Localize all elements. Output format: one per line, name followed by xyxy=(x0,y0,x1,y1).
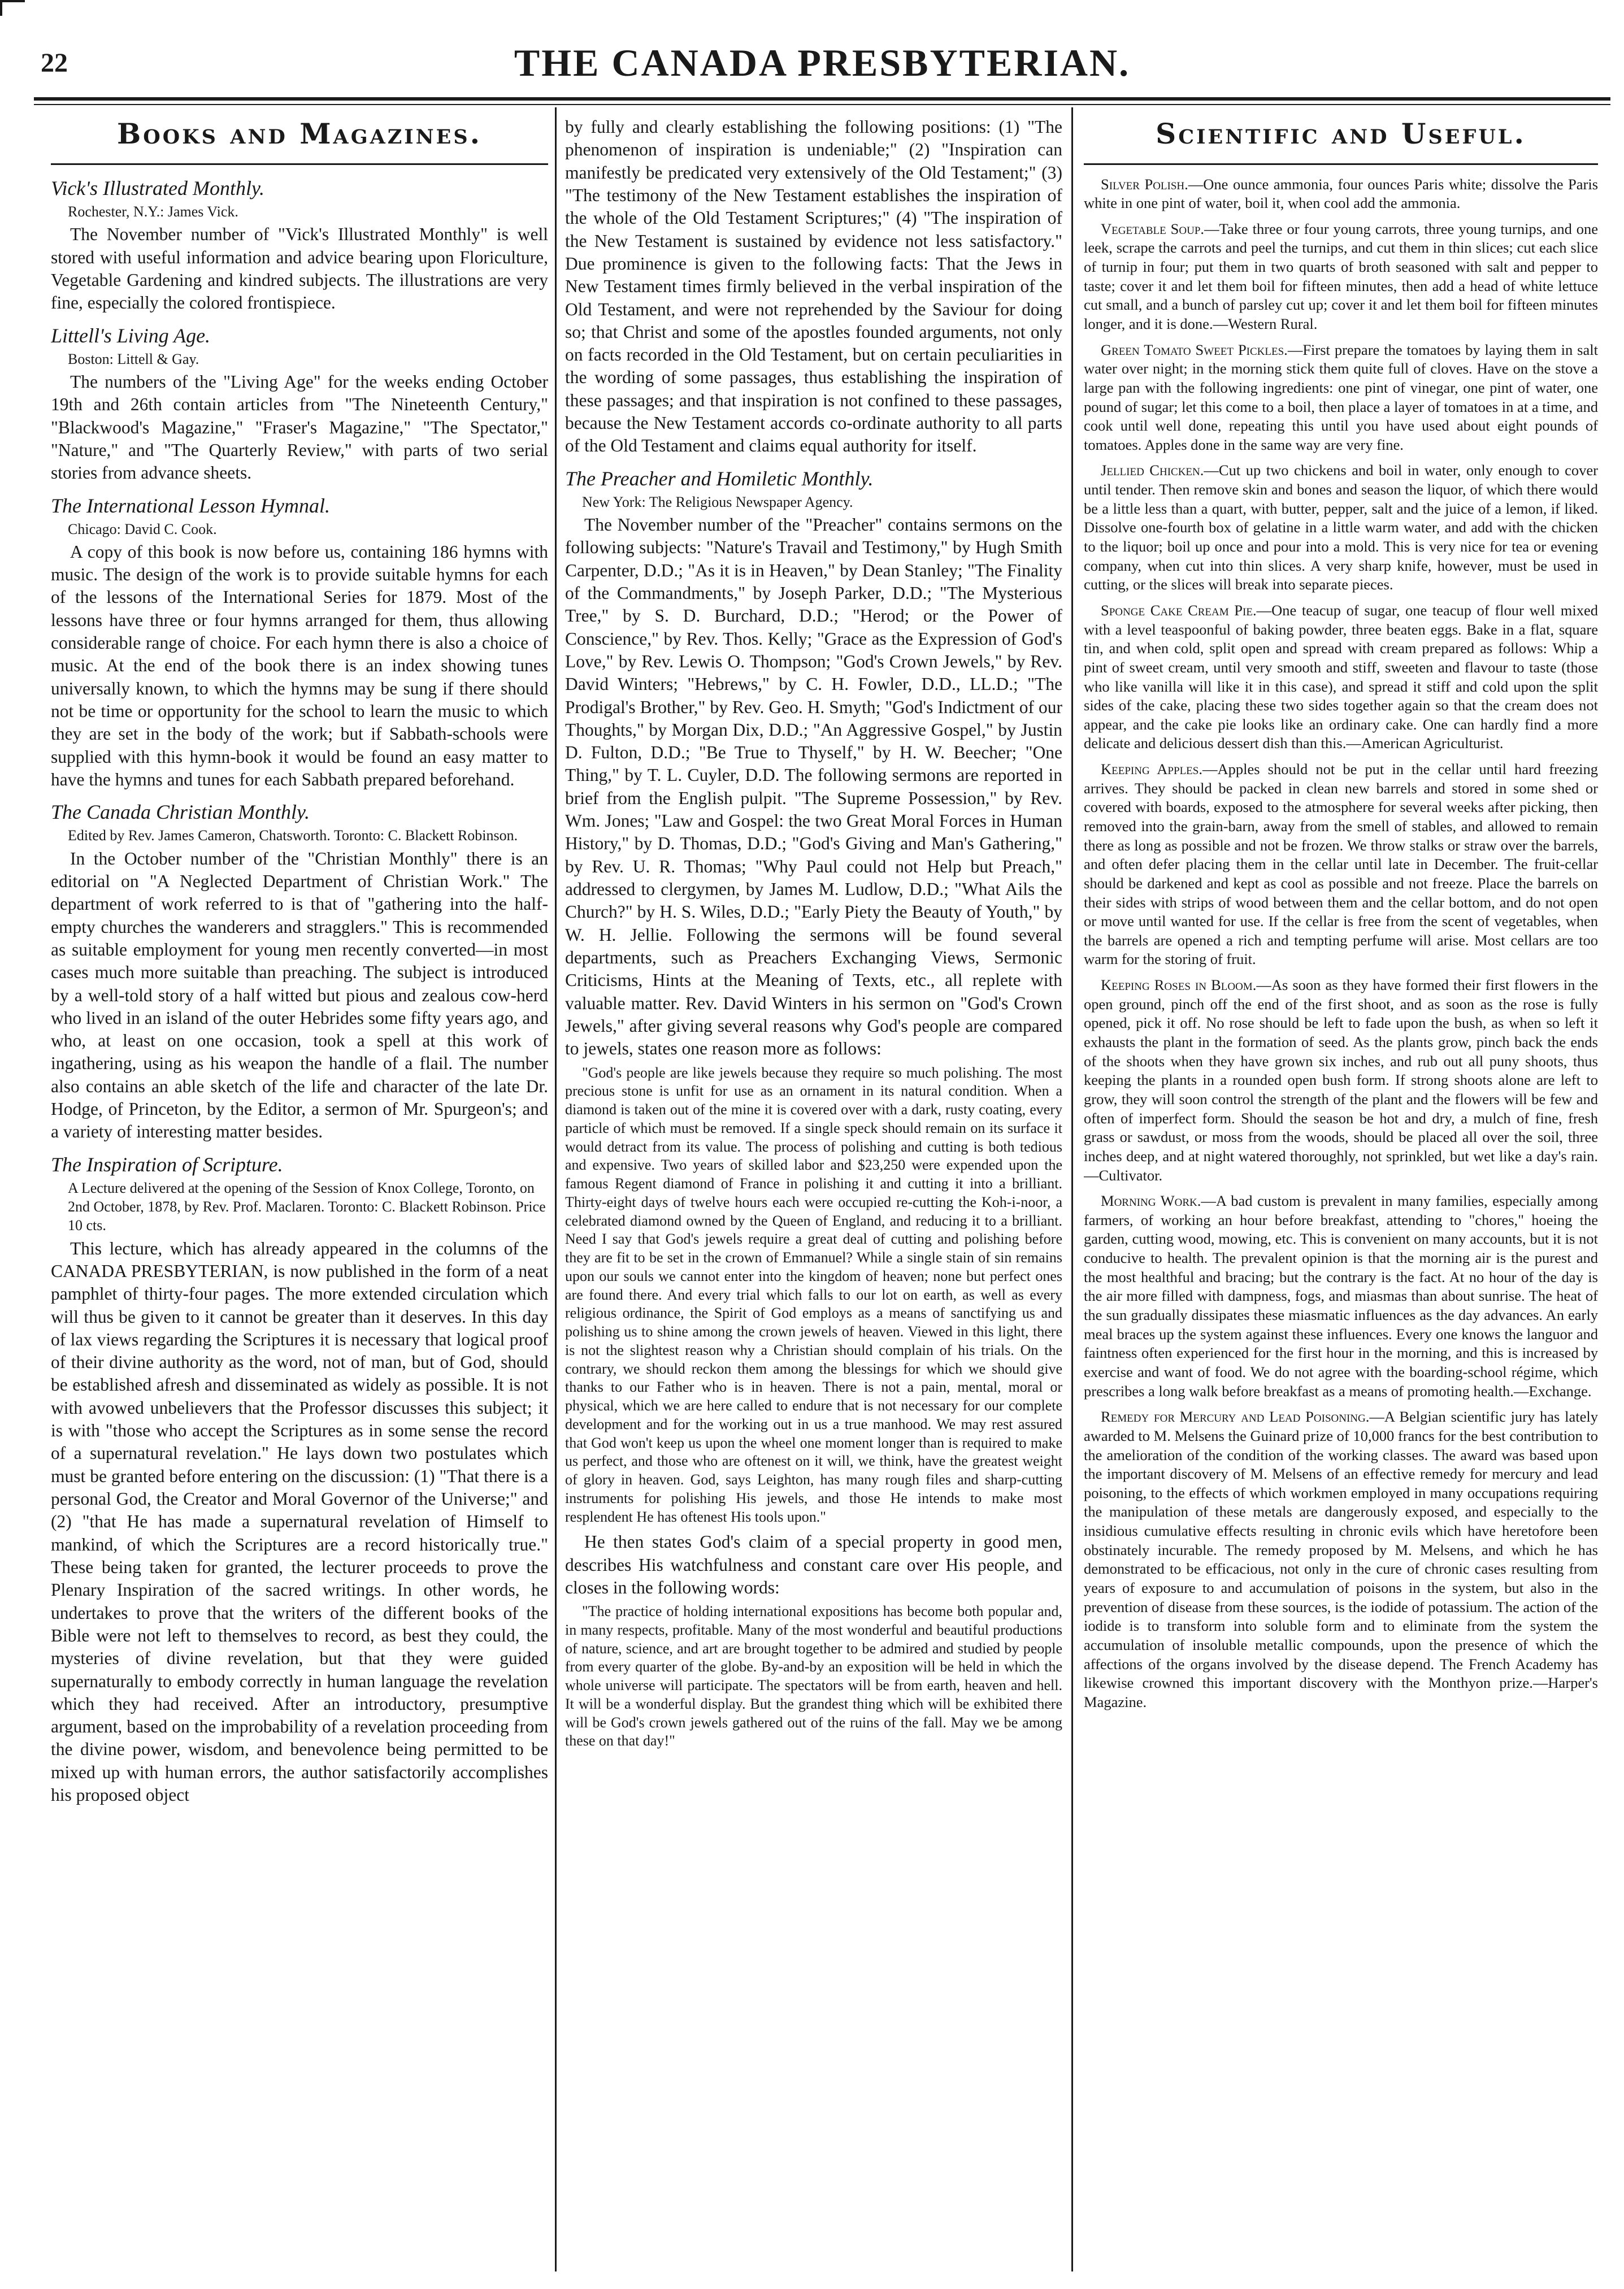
recipe-body: —A Belgian scientific jury has lately awarded to M. Melsens the Guinard prize of 10,000 francs for the best contribution to the amelioration of the condition of the working classes. The award was based upon the important discovery of M. Melsens of an effective remedy for mercury and lead poisoning, to the effects of which workmen employed in many occupations requiring the manipulation of these metals are dangerously exposed, and especially to the insidious cumulative effects resulting in chronic evils which have heretofore been obstinately incurable. The remedy proposed by M. Melsens, and which he has demonstrated to be efficacious, not only in the cure of chronic cases resulting from years of exposure to and accumulation of poisons in the system, but also in the prevention of disease from these sources, is the iodide of potassium. The action of the iodide is to transform into soluble form and to eliminate from the system the accumulation of insoluble metallic compounds, upon the presence of which the affections of the organs involved by the disease depend. The French Academy has likewise crowned this important discovery with the Monthyon prize.—Harper's Magazine. xyxy=(1084,1408,1598,1710)
section-heading-text: Books and Magazines. xyxy=(116,117,483,150)
column-scientific-and-useful xyxy=(1084,116,1598,2269)
review-paragraph: The numbers of the "Living Age" for the weeks ending October 19th and 26th contain articles from "The Nineteenth Century," "Blackwood's Magazine," "Fraser's Magazine," "The Spectator," "Nature," and "The Quarterly Review," with parts of two serial stories from advance sheets. xyxy=(51,371,548,483)
recipe-title: Jellied Chicken. xyxy=(1101,462,1204,479)
recipe-body: —Apples should not be put in the cellar until hard freezing arrives. They should be packed in clean new barrels and stored in some shed or covered with boards, exposed to the atmosphere for several weeks after picking, then removed into the grain-barn, away from the smell of stables, and allowed to remain there as long as possible and not be frozen. We throw stalks or straw over the barrels, and often defer placing them in the cellar until late in December. The fruit-cellar should be darkened and kept as cool as possible and not freeze. Place the barrels on their sides with strips of wood between them and the cellar bottom, and do not open or move until wanted for use. If the cellar is free from the scent of vegetables, when the barrels are opened a rich and tempting perfume will arise. Most cellars are too warm for the storing of fruit. xyxy=(1084,761,1598,968)
review-paragraph: In the October number of the "Christian Monthly" there is an editorial on "A Neglected Department of Christian Work." The department of work referred to is that of "gathering into the half-empty churches the wanderers and stragglers." This is recommended as suitable employment for young men recently converted—in most cases much more suitable than preaching. The subject is introduced by a well-told story of a half witted but pious and zealous cow-herd who lived in an island of the outer Hebrides some fifty years ago, and who, at least on one occasion, took a spell at this work of ingathering, using as his weapon the handle of a flail. The number also contains an able sketch of the life and character of the late Dr. Hodge, of Princeton, by the Editor, a sermon of Mr. Spurgeon's; and a variety of interesting matter besides. xyxy=(51,848,548,1142)
review-imprint: A Lecture delivered at the opening of the Session of Knox College, Toronto, on 2nd October, 1878, by Rev. Prof. Maclaren. Toronto: C. Blackett Robinson. Price 10 cts. xyxy=(68,1179,546,1234)
recipe-title: Vegetable Soup. xyxy=(1101,220,1205,237)
review-paragraph: This lecture, which has already appeared in the columns of the CANADA PRESBYTERIAN, is now published in the form of a neat pamphlet of thirty-four pages. The more extended circulation which will thus be given to it cannot be greater than it deserves. In this day of lax views regarding the Scriptures it is necessary that logical proof of their divine authority as the word, not of man, but of God, should be established afresh and disseminated as widely as possible. It is not with avowed unbelievers that the Professor discusses this subject; it is with "those who accept the Scriptures as in some sense the record of a supernatural revelation." He lays down two postulates which must be granted before entering on the discussion: (1) "That there is a personal God, the Creator and Moral Governor of the Universe;" and (2) "that He has made a supernatural revelation of Himself to mankind, of which the Scriptures are a record historically true." These being taken for granted, the lecturer proceeds to prove the Plenary Inspiration of the sacred writings. In other words, he undertakes to prove that the writers of the different books of the Bible were not left to themselves to record, as best they could, the mysteries of divine revelation, but that they were guided supernaturally to embody correctly in human language the revelation which they had received. After an introductory, presumptive argument, based on the improbability of a revelation proceeding from the divine power, wisdom, and benevolence being permitted to be mixed up with human errors, the author satisfactorily accomplishes his proposed object xyxy=(51,1238,548,1805)
recipe-title: Keeping Apples. xyxy=(1101,761,1202,778)
page-number: 22 xyxy=(41,48,68,78)
recipe-body: —As soon as they have formed their first flowers in the open ground, pinch off the end of the first shoot, and as soon as the rose is fully opened, pick it off. No rose should be left to fade upon the bush, as when so left it exhausts the plant in the formation of seed. As the plants grow, pinch back the ends of the shoots when they have grown six inches, and rub out all puny shoots, thus keeping the plants in a rounded open bush form. If strong shoots alone are left to grow, they will soon control the strength of the plant and the flowers will be few and often of imperfect form. Should the season be hot and dry, a mulch of fine, fresh grass or sawdust, or moss from the woods, should be placed all over the soil, three inches deep, and at night watered thoroughly, not sprinkled, but wet like a day's rain.—Cultivator. xyxy=(1084,976,1598,1184)
newspaper-title: THE CANADA PRESBYTERIAN. xyxy=(514,41,1131,84)
header-rule-thick xyxy=(34,97,1610,101)
page-corner-mark xyxy=(0,0,25,16)
section-rule xyxy=(51,163,548,165)
recipe-item xyxy=(1084,220,1598,334)
section-rule xyxy=(1084,163,1598,165)
header-rule-thin xyxy=(34,104,1610,105)
section-heading xyxy=(1084,116,1598,158)
review-imprint: New York: The Religious Newspaper Agency. xyxy=(582,493,853,510)
review-item xyxy=(565,466,1062,1751)
recipe-body: —One ounce ammonia, four ounces Paris white; dissolve the Paris white in one pint of water, boil it, when cool add the ammonia. xyxy=(1084,175,1598,212)
recipe-item xyxy=(1084,976,1598,1185)
recipe-item xyxy=(1084,1408,1598,1712)
column-divider-1 xyxy=(555,107,557,2271)
recipe-title: Sponge Cake Cream Pie. xyxy=(1101,601,1257,619)
recipe-item xyxy=(1084,461,1598,594)
review-title: The Canada Christian Monthly. xyxy=(51,801,310,824)
review-title: The Inspiration of Scripture. xyxy=(51,1153,283,1176)
recipe-title: Green Tomato Sweet Pickles. xyxy=(1101,341,1288,358)
block-quote: "The practice of holding international expositions has become both popular and, in many respects, profitable. Many of the most wonderful and beautiful productions of nature, science, and art are brought together to be admired and studied by people from every quarter of the globe. By-and-by an exposition will be held in which the whole universe will participate. The spectators will be from earth, heaven and hell. It will be a wonderful display. But the grandest thing which will be exhibited there will be God's crown jewels gathered out of the ruins of the fall. May we be among these on that day!" xyxy=(565,1603,1062,1749)
recipe-title: Remedy for Mercury and Lead Poisoning. xyxy=(1101,1408,1370,1426)
review-title: The International Lesson Hymnal. xyxy=(51,494,330,517)
section-heading-text: Scientific and Useful. xyxy=(1156,117,1526,150)
review-paragraph: A copy of this book is now before us, containing 186 hymns with music. The design of the work is to provide suitable hymns for each of the lessons of the International Series for 1879. Most of the lessons have three or four hymns arranged for them, thus allowing considerable range of choice. For each hymn there is also a choice of music. At the end of the book there is an index showing tunes universally known, to which the hymns may be sung if there should not be time or opportunity for the school to learn the music to which they are set in the body of the work; but if Sabbath-schools were supplied with this hymn-book it would be found an easy matter to have the hymns and tunes for each Sabbath prepared beforehand. xyxy=(51,541,548,789)
review-paragraph: He then states God's claim of a special property in good men, describes His watchfulness and constant care over His people, and closes in the following words: xyxy=(565,1532,1062,1597)
section-heading xyxy=(51,116,548,158)
column-divider-2 xyxy=(1071,107,1073,2271)
review-item xyxy=(51,493,548,792)
recipe-body: —One teacup of sugar, one teacup of flour well mixed with a level teaspoonful of baking powder, three beaten eggs. Bake in a flat, square tin, and when cold, split open and spread with cream prepared as follows: Whip a pint of sweet cream, until very smooth and stiff, sweeten and flavour to taste (those who like vanilla will like it in this case), and spread it stiff and cold upon the split sides of the cake, placing these two sides together again so that the cream does not appear, and the cake pie looks like an ordinary cake. One can hardly find a more delicate and delicious dessert dish than this.—American Agriculturist. xyxy=(1084,601,1598,752)
review-imprint: Chicago: David C. Cook. xyxy=(68,520,217,537)
review-paragraph: The November number of the "Preacher" contains sermons on the following subjects: "Nature's Travail and Testimony," by Hugh Smith Carpenter, D.D.; "As it is in Heaven," by Dean Stanley; "The Finality of the Commandments," by Joseph Parker, D.D.; "The Mysterious Tree," by S. D. Burchard, D.D.; "Herod; or the Power of Conscience," by Rev. Thos. Kelly; "Grace as the Expression of God's Love," by Rev. Lewis O. Thompson; "God's Crown Jewels," by Rev. David Winters; "Hebrews," by C. H. Fowler, D.D., LL.D.; "The Prodigal's Brother," by Rev. Geo. H. Smyth; "God's Indictment of our Thoughts," by Morgan Dix, D.D.; "An Aggressive Gospel," by Justin D. Fulton, D.D.; "Be True to Thyself," by H. W. Beecher; "One Thing," by T. L. Cuyler, D.D. The following sermons are reported in brief from the English pulpit. "The Supreme Possession," by Rev. Wm. Jones; "Law and Gospel: the two Great Moral Forces in Human History," by D. Thomas, D.D.; "God's Giving and Man's Gathering," by Rev. U. R. Thomas; "Why Paul could not Help but Preach," addressed to clergymen, by James M. Ludlow, D.D.; "What Ails the Church?" by H. S. Wiles, D.D.; "Early Piety the Beauty of Youth," by W. H. Jellie. Following the sermons will be found several departments, such as Preachers Exchanging Views, Sermonic Criticisms, Hints at the Meaning of Texts, etc., all replete with valuable matter. Rev. David Winters in his sermon on "God's Crown Jewels," after giving several reasons why God's people are compared to jewels, states one reason more as follows: xyxy=(565,515,1062,1059)
review-title: Littell's Living Age. xyxy=(51,324,211,347)
recipe-body: —Take three or four young carrots, three young turnips, and one leek, scrape the carrots and peel the turnips, and cut them in thin slices; cut each slice of turnip in four; put them in two quarts of broth seasoned with salt and pepper to taste; cover it and let them boil for fifteen minutes, then add a head of white lettuce cut small, and a bunch of parsley cut up; cover it and let them boil for fifteen minutes longer, and it is done.—Western Rural. xyxy=(1084,220,1598,332)
review-item xyxy=(51,175,548,315)
recipe-item xyxy=(1084,341,1598,455)
recipe-item xyxy=(1084,175,1598,213)
review-item xyxy=(51,799,548,1143)
review-item xyxy=(51,323,548,485)
recipe-title: Silver Polish. xyxy=(1101,175,1188,193)
block-quote: "God's people are like jewels because they require so much polishing. The most precious stone is unfit for use as an ornament in its natural condition. When a diamond is taken out of the mine it is covered over with a dark, rusty coating, every particle of which must be removed. If a single speck should remain on its surface it would detract from its value. The process of polishing and cutting is both tedious and expensive. Two years of skilled labor and $23,250 were expended upon the famous Regent diamond of France in polishing it and cutting it into a brilliant. Thirty-eight days of twelve hours each were occupied re-cutting the Koh-i-noor, a celebrated diamond owned by the Queen of England, and reducing it to a brilliant. Need I say that God's jewels require a great deal of cutting and polishing before they are fit to be set in the crown of Emmanuel? While a single stain of sin remains upon our souls we cannot enter into the kingdom of heaven; none but perfect ones are found there. And every trial which falls to our lot on earth, as well as every religious ordinance, the Spirit of God employs as a means of sanctifying us and polishing us to shine among the crown jewels of heaven. Viewed in this light, there is not the slightest reason why a Christian should complain of his trials. On the contrary, we should reckon them among the blessings for which we should give thanks to our Father who is in heaven. There is not a pain, mental, moral or physical, which we are here called to endure that is not necessary for our complete development and for the working out in us a true manhood. We may rest assured that God won't keep us upon the wheel one moment longer than is required to make us perfect, and those who are oftenest on it will, we think, have the greatest weight of glory in heaven. God, says Leighton, has many rough files and sharp-cutting instruments for polishing His jewels, and those He intends to make most resplendent He has oftenest His tools upon." xyxy=(565,1064,1062,1525)
recipe-body: —First prepare the tomatoes by laying them in salt water over night; in the morning stick them quite full of cloves. Have on the stove a large pan with the following ingredients: one pint of vinegar, one pint of water, one pound of sugar; let this come to a boil, then place a layer of tomatoes in at a time, and cook until well done, repeating this until you have used about eight pounds of tomatoes. Apples done in the same way are very fine. xyxy=(1084,341,1598,453)
recipe-body: —Cut up two chickens and boil in water, only enough to cover until tender. Then remove skin and bones and season the liquor, of which there would be a little less than a quart, with butter, pepper, salt and the juice of a lemon, if liked. Dissolve one-fourth box of gelatine in a little warm water, and add with the chicken to the liquor; boil up once and pour into a mold. This is very nice for tea or evening company, when cut into thin slices. A very sharp knife, however, must be used in cutting, or the slices will break into separate pieces. xyxy=(1084,462,1598,593)
column-books-and-magazines xyxy=(51,116,548,2269)
review-item xyxy=(51,1152,548,1807)
recipe-body: —A bad custom is prevalent in many families, especially among farmers, of working an hour before breakfast, attending to "chores," hoeing the garden, cutting wood, mowing, etc. This is convenient on many accounts, but it is not conducive to health. The prevalent opinion is that the morning air is the purest and the most healthful and bracing; but the contrary is the fact. At no hour of the day is the air more filled with dampness, fogs, and miasmas than about sunrise. The heat of the sun gradually dissipates these miasmatic influences as the day advances. An early meal braces up the system against these influences. Every one knows the languor and faintness often experienced for the first hour in the morning, and this is increased by exercise and want of food. We do not agree with the boarding-school régime, which prescribes a long walk before breakfast as a means of promoting health.—Exchange. xyxy=(1084,1192,1598,1400)
recipe-item xyxy=(1084,760,1598,969)
recipe-item xyxy=(1084,601,1598,753)
review-imprint: Edited by Rev. James Cameron, Chatsworth. Toronto: C. Blackett Robinson. xyxy=(68,827,518,844)
recipe-title: Morning Work. xyxy=(1101,1192,1201,1210)
continued-paragraph: by fully and clearly establishing the following positions: (1) "The phenomenon of inspiration is undeniable;" (2) "Inspiration can manifestly be predicated very extensively of the Old Testament;" (3) "The testimony of the New Testament establishes the inspiration of the whole of the Old Testament Scriptures;" (4) "The inspiration of the New Testament is sustained by evidence not less satisfactory." Due prominence is given to the following facts: That the Jews in New Testament times firmly believed in the verbal inspiration of the Old Testament, and were not reprehended by the Saviour for doing so; that Christ and some of the apostles founded arguments, not only on facts recorded in the Old Testament, but on certain peculiarities in the wording of some passages, thus establishing the inspiration of these passages; and that inspiration is not confined to these passages, because the New Testament accords co-ordinate authority to all parts of the Old Testament and claims equal authority for itself. xyxy=(565,117,1062,456)
column-reviews-continued xyxy=(565,116,1062,2269)
recipe-item xyxy=(1084,1192,1598,1401)
page-header xyxy=(34,37,1610,99)
review-title: The Preacher and Homiletic Monthly. xyxy=(565,467,874,490)
review-title: Vick's Illustrated Monthly. xyxy=(51,177,264,199)
review-imprint: Boston: Littell & Gay. xyxy=(68,350,199,367)
review-paragraph: The November number of "Vick's Illustrated Monthly" is well stored with useful information and advice bearing upon Floriculture, Vegetable Gardening and kindred subjects. The illustrations are very fine, especially the colored frontispiece. xyxy=(51,224,548,313)
recipe-title: Keeping Roses in Bloom. xyxy=(1101,976,1257,994)
review-imprint: Rochester, N.Y.: James Vick. xyxy=(68,203,238,220)
